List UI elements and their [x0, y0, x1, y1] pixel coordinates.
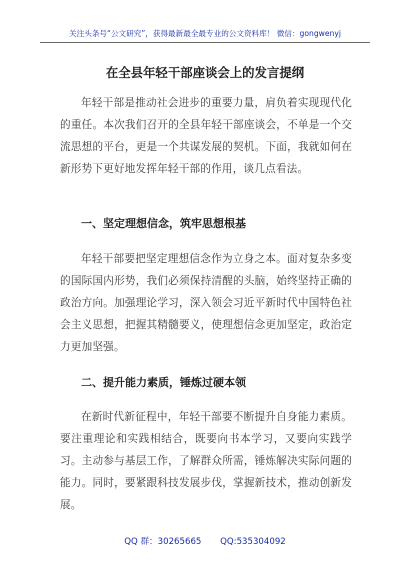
footer-qq: QQ:535304092 [220, 537, 286, 547]
footer-qq-group: QQ 群：30265665 [124, 537, 202, 547]
document-title: 在全县年轻干部座谈会上的发言提纲 [105, 65, 305, 80]
header-divider [40, 42, 370, 43]
footer-contact [40, 535, 370, 547]
section-2-body: 在新时代新征程中，年轻干部要不断提升自身能力素质。要注重理论和实践相结合，既要向书本学习，又要向实践学习。主动参与基层工作，了解群众所需，锤炼解决实际问题的能力。同时，要紧跟科技发展步伐，掌握新技术，推动创新发展。 [60, 411, 352, 511]
section-2-heading: 二、提升能力素质，锤炼过硬本领 [81, 376, 246, 389]
intro-paragraph: 年轻干部是推动社会进步的重要力量，肩负着实现现代化的重任。本次我们召开的全县年轻干部座谈会，不单是一个交流思想的平台，更是一个共谋发展的契机。下面，我就如何在新形势下更好地发挥年轻干部的作用，谈几点看法。 [60, 97, 352, 175]
section-1-heading: 一、坚定理想信念，筑牢思想根基 [81, 217, 246, 230]
section-1-body: 年轻干部要把坚定理想信念作为立身之本。面对复杂多变的国际国内形势，我们必须保持清醒的头脑，始终坚持正确的政治方向。加强理论学习，深入领会习近平新时代中国特色社会主义思想，把握其精髓要义，使理想信念更加坚定，政治定力更加坚强。 [60, 253, 352, 353]
header-banner: 关注头条号“公文研究”，获得最新最全最专业的公文资料库！ 微信：gongwenyj [69, 29, 341, 38]
